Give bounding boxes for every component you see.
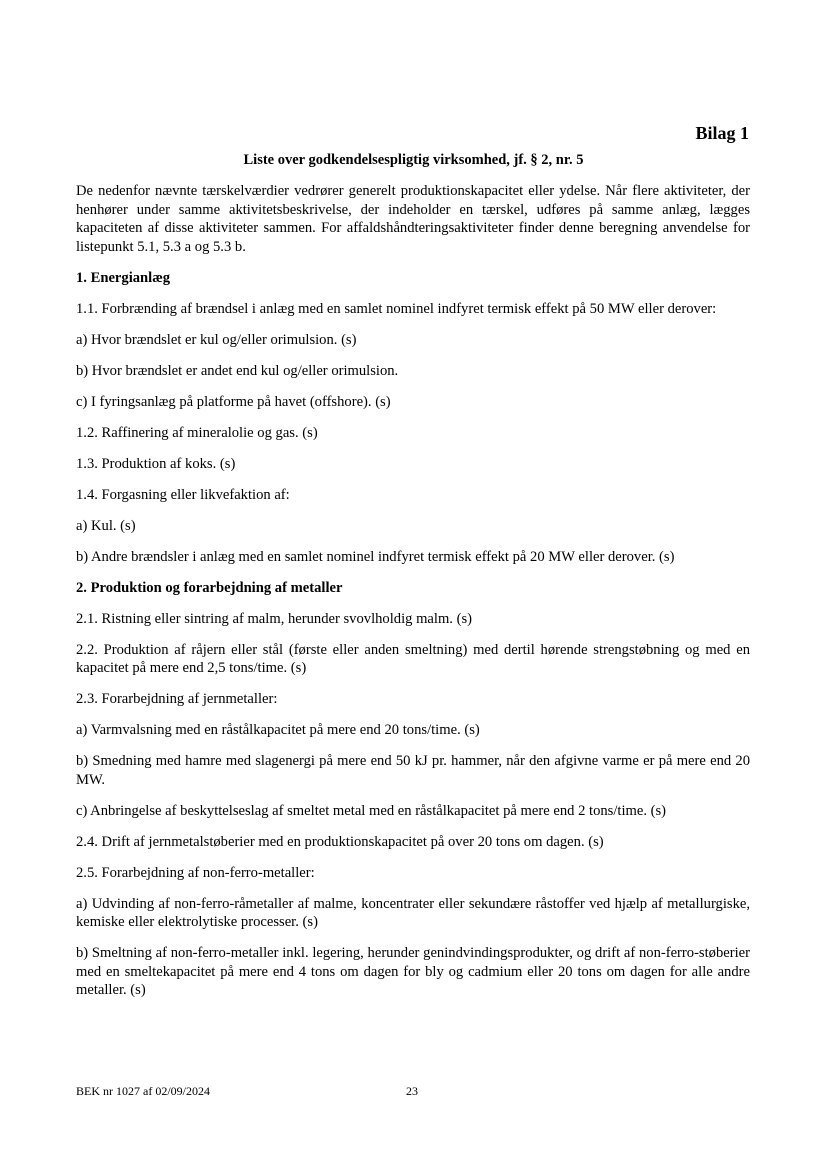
page-title: Liste over godkendelsespligtig virksomhed, jf. § 2, nr. 5 [243, 152, 584, 168]
list-item: 1.4. Forgasning eller likvefaktion af: [76, 486, 290, 503]
list-item: c) I fyringsanlæg på platforme på havet (offshore). (s) [76, 393, 391, 410]
list-item: a) Varmvalsning med en råstålkapacitet på mere end 20 tons/time. (s) [76, 722, 480, 738]
list-item: a) Udvinding af non-ferro-råmetaller af malme, koncentrater eller sekundære råstoffer ved hjælp af metallurgiske, kemiske eller elektrolytiske processer. (s) [76, 895, 750, 930]
list-item: 1.3. Produktion af koks. (s) [76, 455, 236, 472]
list-item: 1.1. Forbrænding af brændsel i anlæg med en samlet nominel indfyret termisk effekt på 50 MW eller derover: [76, 300, 717, 317]
intro-paragraph: De nedenfor nævnte tærskelværdier vedrører generelt produktionskapacitet eller ydelse. Når flere aktiviteter, der henhører under samme aktivitetsbeskrivelse, der indeholder en tærskel, udføres på samme anlæg, lægges kapaciteten af disse aktiviteter sammen. For affaldshåndteringsaktiviteter finder denne beregning anvendelse for listepunkt 5.1, 5.3 a og 5.3 b. [76, 183, 750, 255]
document-body [76, 182, 750, 1012]
list-item: a) Kul. (s) [76, 517, 136, 534]
list-item: 2.1. Ristning eller sintring af malm, herunder svovlholdig malm. (s) [76, 610, 472, 627]
list-item: b) Smeltning af non-ferro-metaller inkl. legering, herunder genindvindingsprodukter, og drift af non-ferro-støberier med en smeltekapacitet på mere end 4 tons om dagen for bly og cadmium eller 20 tons om dagen for alle andre metaller. (s) [76, 945, 750, 998]
page-number: 23 [406, 1084, 418, 1098]
section-heading: 2. Produktion og forarbejdning af metaller [76, 579, 343, 596]
list-item: 2.2. Produktion af råjern eller stål (første eller anden smeltning) med dertil hørende strengstøbning og med en kapacitet på mere end 2,5 tons/time. (s) [76, 641, 750, 676]
list-item: 2.4. Drift af jernmetalstøberier med en produktionskapacitet på over 20 tons om dagen. (s) [76, 833, 604, 850]
list-item: b) Smedning med hamre med slagenergi på mere end 50 kJ pr. hammer, når den afgivne varme er på mere end 20 MW. [76, 753, 750, 788]
annex-label: Bilag 1 [695, 123, 749, 143]
list-item: 2.5. Forarbejdning af non-ferro-metaller: [76, 864, 315, 881]
list-item: 2.3. Forarbejdning af jernmetaller: [76, 691, 278, 707]
list-item: 1.2. Raffinering af mineralolie og gas. (s) [76, 424, 318, 441]
list-item: c) Anbringelse af beskyttelseslag af smeltet metal med en råstålkapacitet på mere end 2 tons/time. (s) [76, 802, 667, 819]
footer-reference: BEK nr 1027 af 02/09/2024 [76, 1084, 210, 1098]
section-heading: 1. Energianlæg [76, 269, 171, 286]
list-item: b) Andre brændsler i anlæg med en samlet nominel indfyret termisk effekt på 20 MW eller derover. (s) [76, 548, 675, 565]
list-item: a) Hvor brændslet er kul og/eller orimulsion. (s) [76, 331, 357, 348]
list-item: b) Hvor brændslet er andet end kul og/eller orimulsion. [76, 362, 399, 379]
